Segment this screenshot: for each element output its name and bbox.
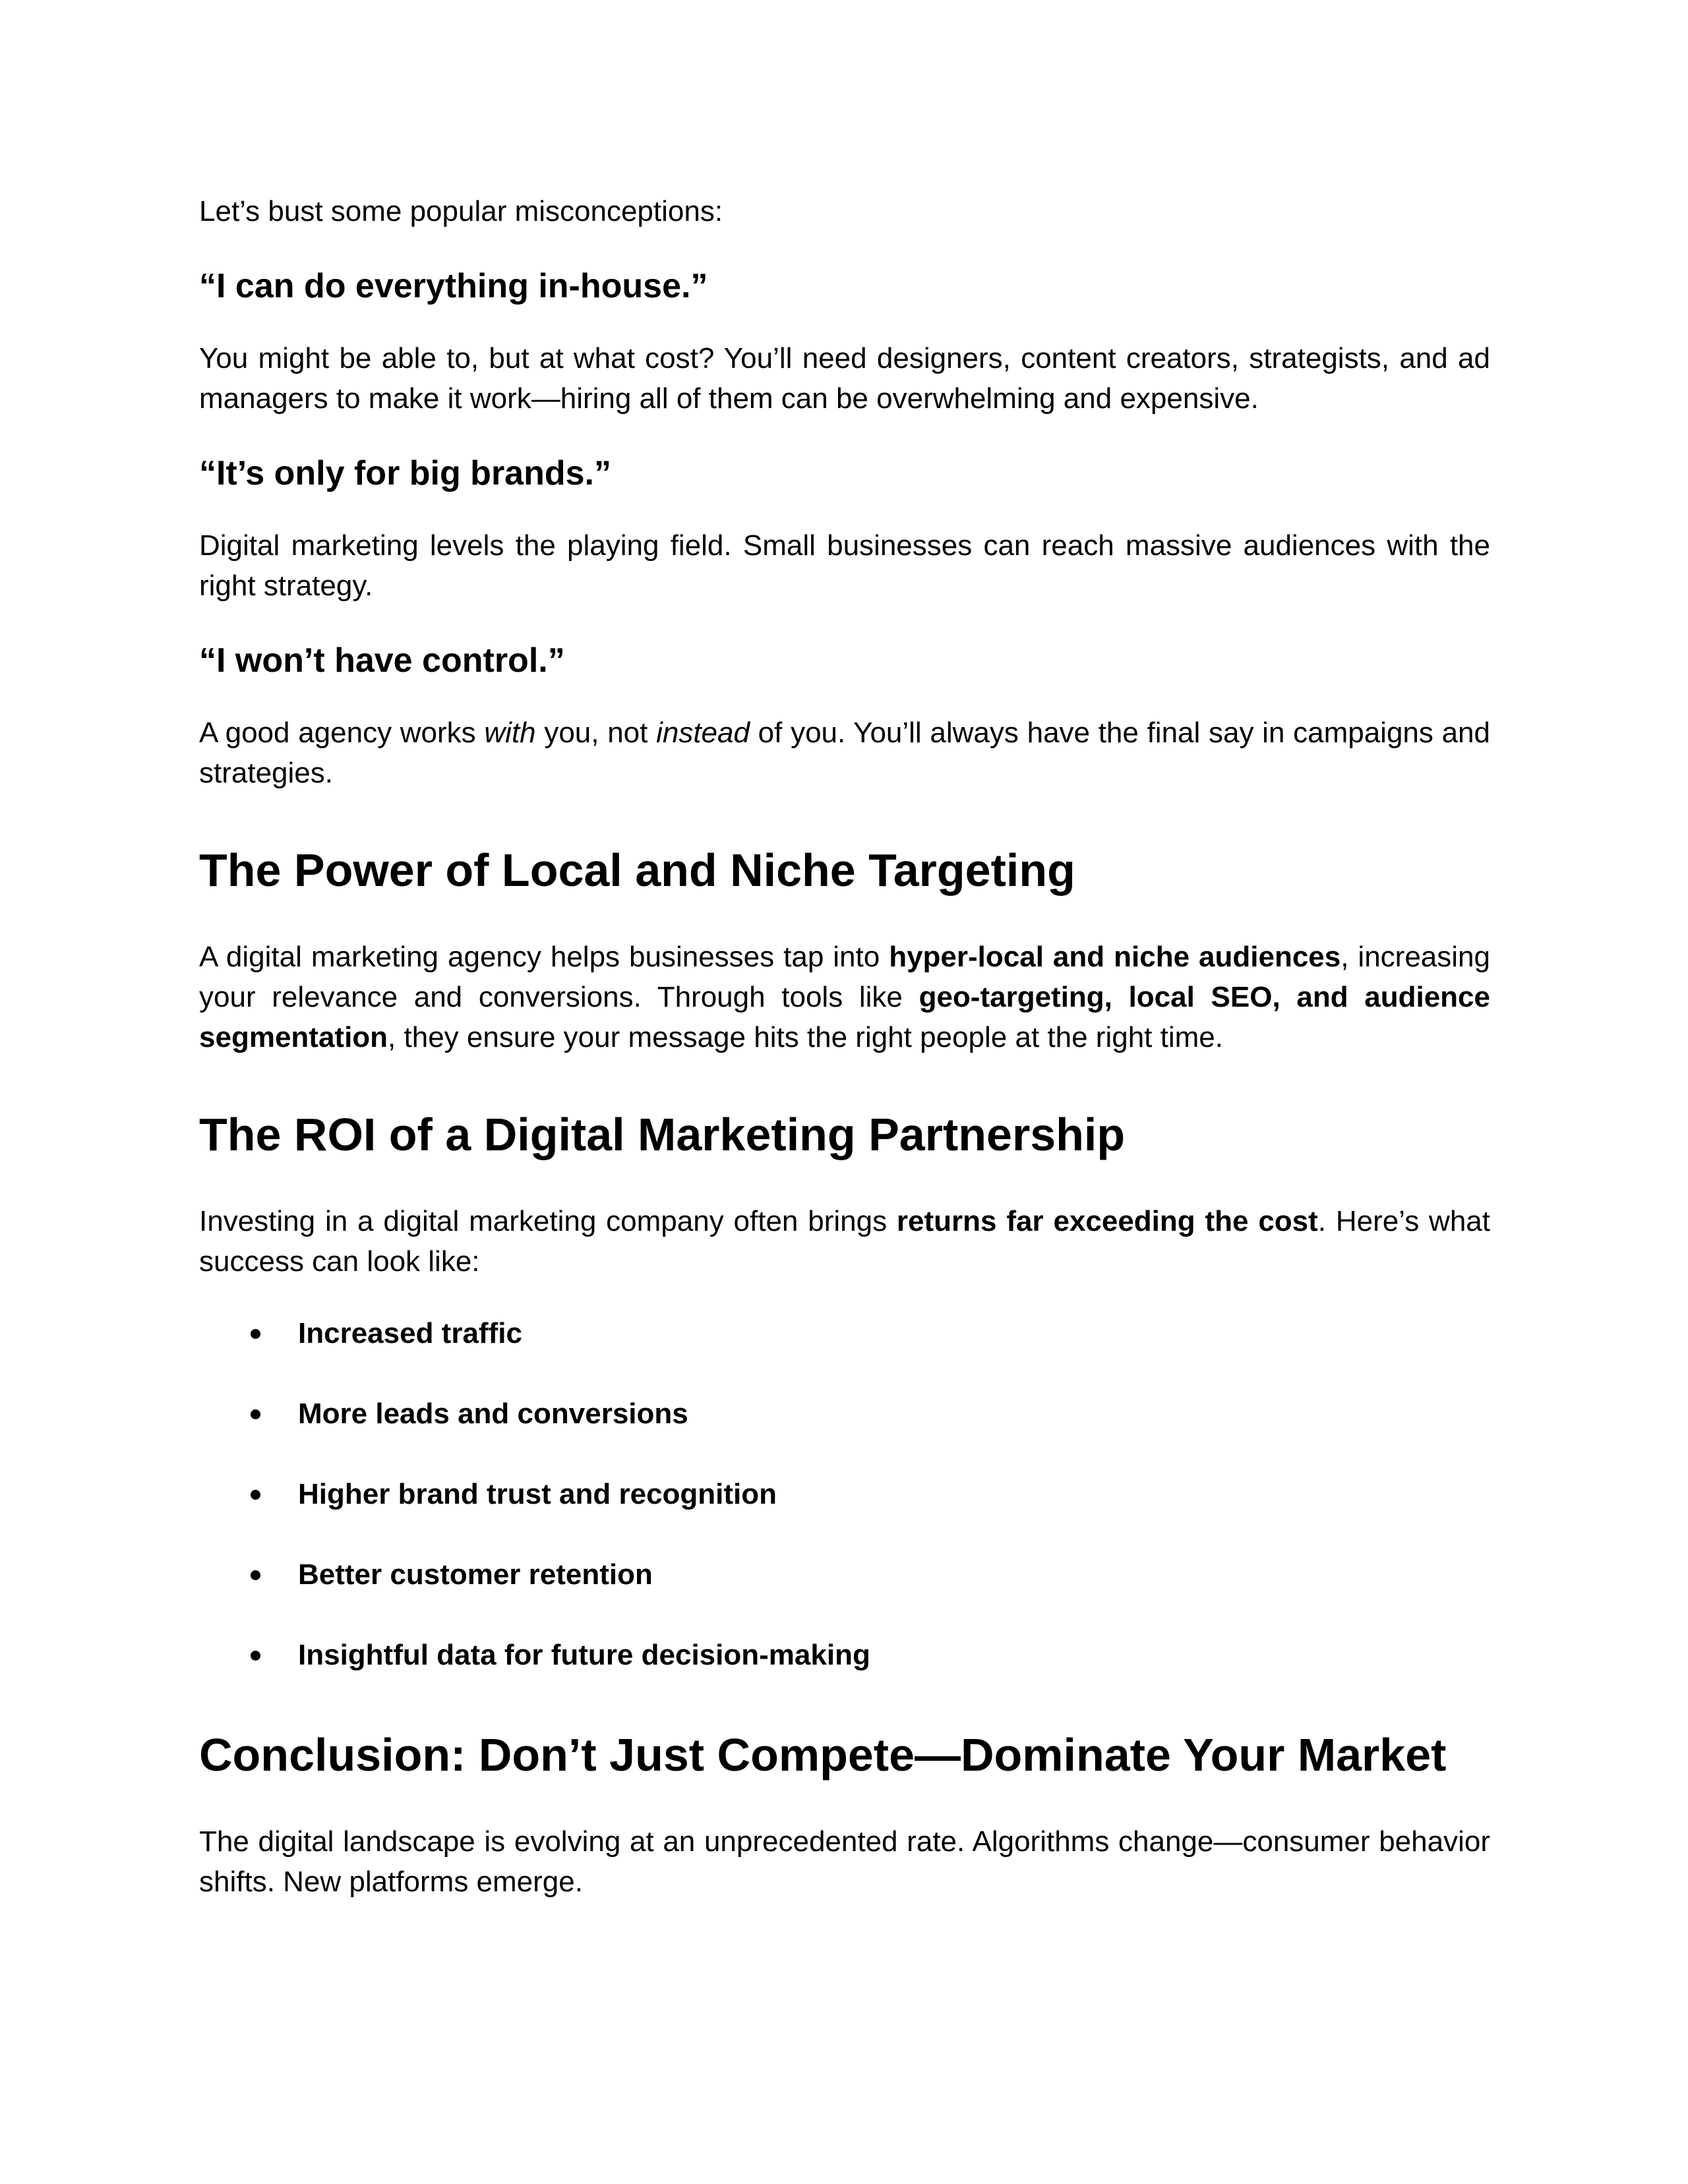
misconception-heading-control: “I won’t have control.”	[199, 641, 565, 680]
section-heading-conclusion: Conclusion: Don’t Just Compete—Dominate Your Market	[199, 1729, 1447, 1781]
intro-paragraph: Let’s bust some popular misconceptions:	[199, 195, 723, 227]
paragraph-text: , increasing your relevance and conversions. Through tools like	[199, 941, 1490, 1013]
bullet-icon	[251, 1651, 260, 1661]
list-item	[199, 1474, 1490, 1514]
bold-phrase-audiences: hyper-local and niche audiences	[889, 941, 1341, 973]
list-item-label: More leads and conversions	[298, 1398, 688, 1430]
answer-emphasis-with: with	[484, 717, 536, 749]
bullet-icon	[251, 1490, 260, 1500]
local-targeting-paragraph	[199, 937, 1490, 1057]
list-item	[199, 1554, 1490, 1595]
paragraph-text: , they ensure your message hits the right people at the right time.	[388, 1021, 1223, 1053]
answer-emphasis-instead: instead	[656, 717, 750, 749]
answer-text: you, not	[535, 717, 657, 749]
roi-paragraph	[199, 1201, 1490, 1282]
paragraph-text: A digital marketing agency helps businesses tap into	[199, 941, 889, 973]
bullet-icon	[251, 1329, 260, 1339]
section-heading-local-targeting: The Power of Local and Niche Targeting	[199, 844, 1075, 896]
bold-phrase-tools: geo-targeting, local SEO, and audience segmentation	[199, 981, 1490, 1053]
roi-bullet-list	[199, 1313, 1490, 1675]
paragraph-text: Investing in a digital marketing company often brings	[199, 1205, 897, 1237]
misconception-heading-in-house: “I can do everything in-house.”	[199, 267, 708, 305]
answer-text: of you. You’ll always have the final say in campaigns and strategies.	[199, 717, 1491, 789]
list-item	[199, 1635, 1490, 1675]
document-page	[199, 191, 1490, 1902]
misconception-heading-big-brands: “It’s only for big brands.”	[199, 454, 611, 492]
bullet-icon	[251, 1409, 260, 1419]
list-item-label: Higher brand trust and recognition	[298, 1478, 777, 1510]
list-item-label: Better customer retention	[298, 1558, 653, 1591]
misconception-answer-in-house: You might be able to, but at what cost? You’ll need designers, content creators, strategists, and ad managers to make it work—hiring all of them can be overwhelming and expensive.	[199, 342, 1490, 415]
bold-phrase-returns: returns far exceeding the cost	[896, 1205, 1318, 1237]
conclusion-paragraph: The digital landscape is evolving at an unprecedented rate. Algorithms change—consumer behavior shifts. New platforms emerge.	[199, 1825, 1490, 1898]
misconception-answer-big-brands: Digital marketing levels the playing field. Small businesses can reach massive audiences with the right strategy.	[199, 529, 1490, 602]
list-item-label: Increased traffic	[298, 1317, 522, 1349]
bullet-icon	[251, 1570, 260, 1580]
list-item	[199, 1394, 1490, 1434]
list-item	[199, 1313, 1490, 1353]
section-heading-roi: The ROI of a Digital Marketing Partnership	[199, 1109, 1126, 1160]
misconception-answer-control	[199, 713, 1490, 793]
answer-text: A good agency works	[199, 717, 485, 749]
list-item-label: Insightful data for future decision-making	[298, 1639, 870, 1671]
paragraph-text: . Here’s what success can look like:	[199, 1205, 1490, 1278]
